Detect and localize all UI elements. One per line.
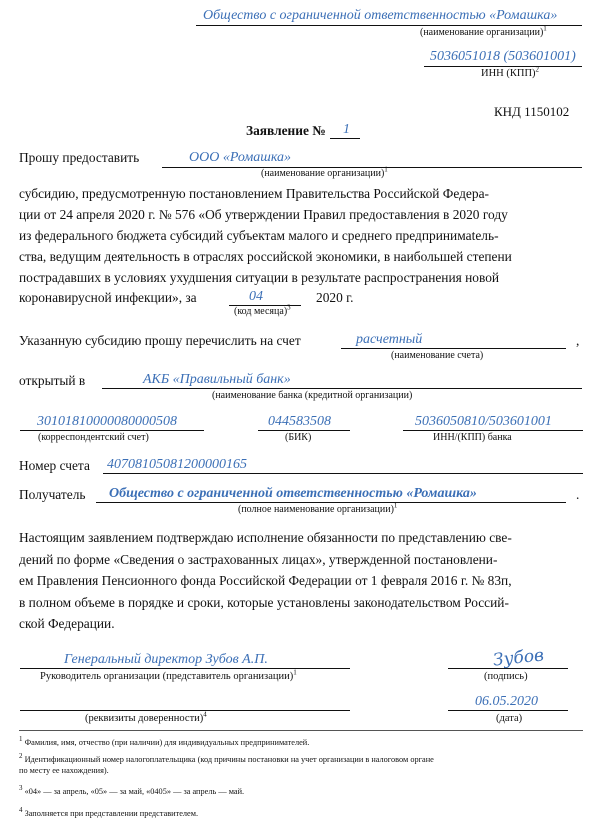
footnote-3: $^3$ «04» — за апрель, «05» — за май, «0405» — за апрель — май. [19,784,245,796]
request-line: из федерального бюджета субсидий субъектам малого и среднего предпринимatель- [19,228,499,243]
bank-name-value[interactable]: АКБ «Правильный банк» [143,372,291,387]
bank-inn-value[interactable]: 5036050810/503601001 [415,414,552,429]
footnote-divider [19,730,583,731]
signature-caption: (подпись) [484,671,528,682]
head-name-line [20,668,350,669]
confirmation-line: ем Правления Пенсионного фонда Российской Федерации от 1 февраля 2016 г. № 83п, [19,573,512,588]
request-org-value[interactable]: ООО «Ромашка» [189,150,292,165]
bik-line [258,430,350,431]
month-code-value[interactable]: 04 [249,289,263,304]
power-of-attorney-caption: (реквизиты доверенности)$^4$ [85,710,207,724]
confirmation-line: Настоящим заявлением подтверждаю исполнение обязанности по представлению све- [19,530,512,545]
date-value[interactable]: 06.05.2020 [475,694,538,709]
request-line: ства, ведущим деятельность в отраслях российской экономики, в наибольшей степени [19,249,512,264]
request-line: ции от 24 апреля 2020 г. № 576 «Об утверждении Правил предоставления в 2020 году [19,207,508,222]
head-name-value[interactable]: Генеральный директор Зубов А.П. [64,652,268,667]
account-type-caption: (наименование счета) [391,350,484,361]
account-comma: , [576,333,580,348]
inn-line [424,66,582,67]
org-name-value[interactable]: Общество с ограниченной ответственностью «Ромашка» [203,8,558,23]
application-number[interactable]: 1 [343,122,350,137]
footnote-2: $^2$ Идентификационный номер налогоплательщика (код причины постановки на учет организации в налоговом органе по месту ее нахождения). [19,752,434,775]
request-year: 2020 г. [316,290,354,305]
inn-caption: ИНН (КПП)$^2$ [481,65,540,79]
knd-code: КНД 1150102 [494,104,570,119]
inn-value[interactable]: 5036051018 (503601001) [430,49,576,64]
confirmation-line: дений по форме «Сведения о застрахованных лицах», утвержденной постановлени- [19,551,498,567]
recipient-lead: Получатель [19,487,86,502]
account-type-line [341,348,566,349]
application-number-line [330,138,360,139]
bank-inn-caption: ИНН/(КПП) банка [433,432,512,443]
org-name-caption: (наименование организации)$^1$ [420,24,547,38]
bank-inn-line [403,430,583,431]
recipient-period: . [576,487,580,502]
account-lead: Указанную субсидию прошу перечислить на счет [19,333,301,348]
footnote-4: $^4$ Заполняется при представлении представителем. [19,806,199,818]
bank-lead: открытый в [19,373,86,388]
recipient-caption: (полное наименование организации)$^1$ [238,501,398,515]
confirmation-line: в полном объеме в порядке и сроки, которые установлены законодательством Россий- [19,594,509,610]
month-code-caption: (код месяца)$^3$ [234,303,291,317]
request-line: субсидию, предусмотренную постановлением Правительства Российской Федера- [19,186,489,201]
date-caption: (дата) [496,713,523,724]
corr-account-caption: (корреспондентский счет) [38,432,149,443]
request-org-caption: (наименование организации)$^1$ [261,165,388,179]
bik-value[interactable]: 044583508 [268,414,331,429]
confirmation-body [19,527,585,635]
recipient-value[interactable]: Общество с ограниченной ответственностью «Ромашка» [109,486,477,501]
handwritten-signature[interactable]: Зубов [492,645,545,671]
head-name-caption: Руководитель организации (представитель организации)$^1$ [40,668,297,682]
confirmation-line: ской Федерации. [19,616,115,631]
bank-name-caption: (наименование банка (кредитной организации) [212,390,413,401]
footnote-1: $^1$ Фамилия, имя, отчество (при наличии) для индивидуальных предпринимателей. [19,735,310,747]
account-type-value[interactable]: расчетный [356,332,423,347]
corr-account-value[interactable]: 30101810000080000508 [37,414,177,429]
bank-name-line [102,388,582,389]
request-lead: Прошу предоставить [19,150,140,165]
request-last-line: коронавирусной инфекции», за [19,290,197,305]
corr-account-line [20,430,204,431]
request-line: пострадавших в условиях ухудшения ситуации в результате распространения новой [19,270,500,285]
recipient-line [96,502,566,503]
account-number-value[interactable]: 40708105081200000165 [107,457,247,472]
account-number-line [103,473,583,474]
request-body [19,183,585,288]
document-title: Заявление № [246,123,326,138]
date-line [448,710,568,711]
bik-caption: (БИК) [285,432,312,443]
account-number-lead: Номер счета [19,458,90,473]
org-name-line [196,25,582,26]
power-of-attorney-line [20,710,350,711]
signature-line [448,668,568,669]
